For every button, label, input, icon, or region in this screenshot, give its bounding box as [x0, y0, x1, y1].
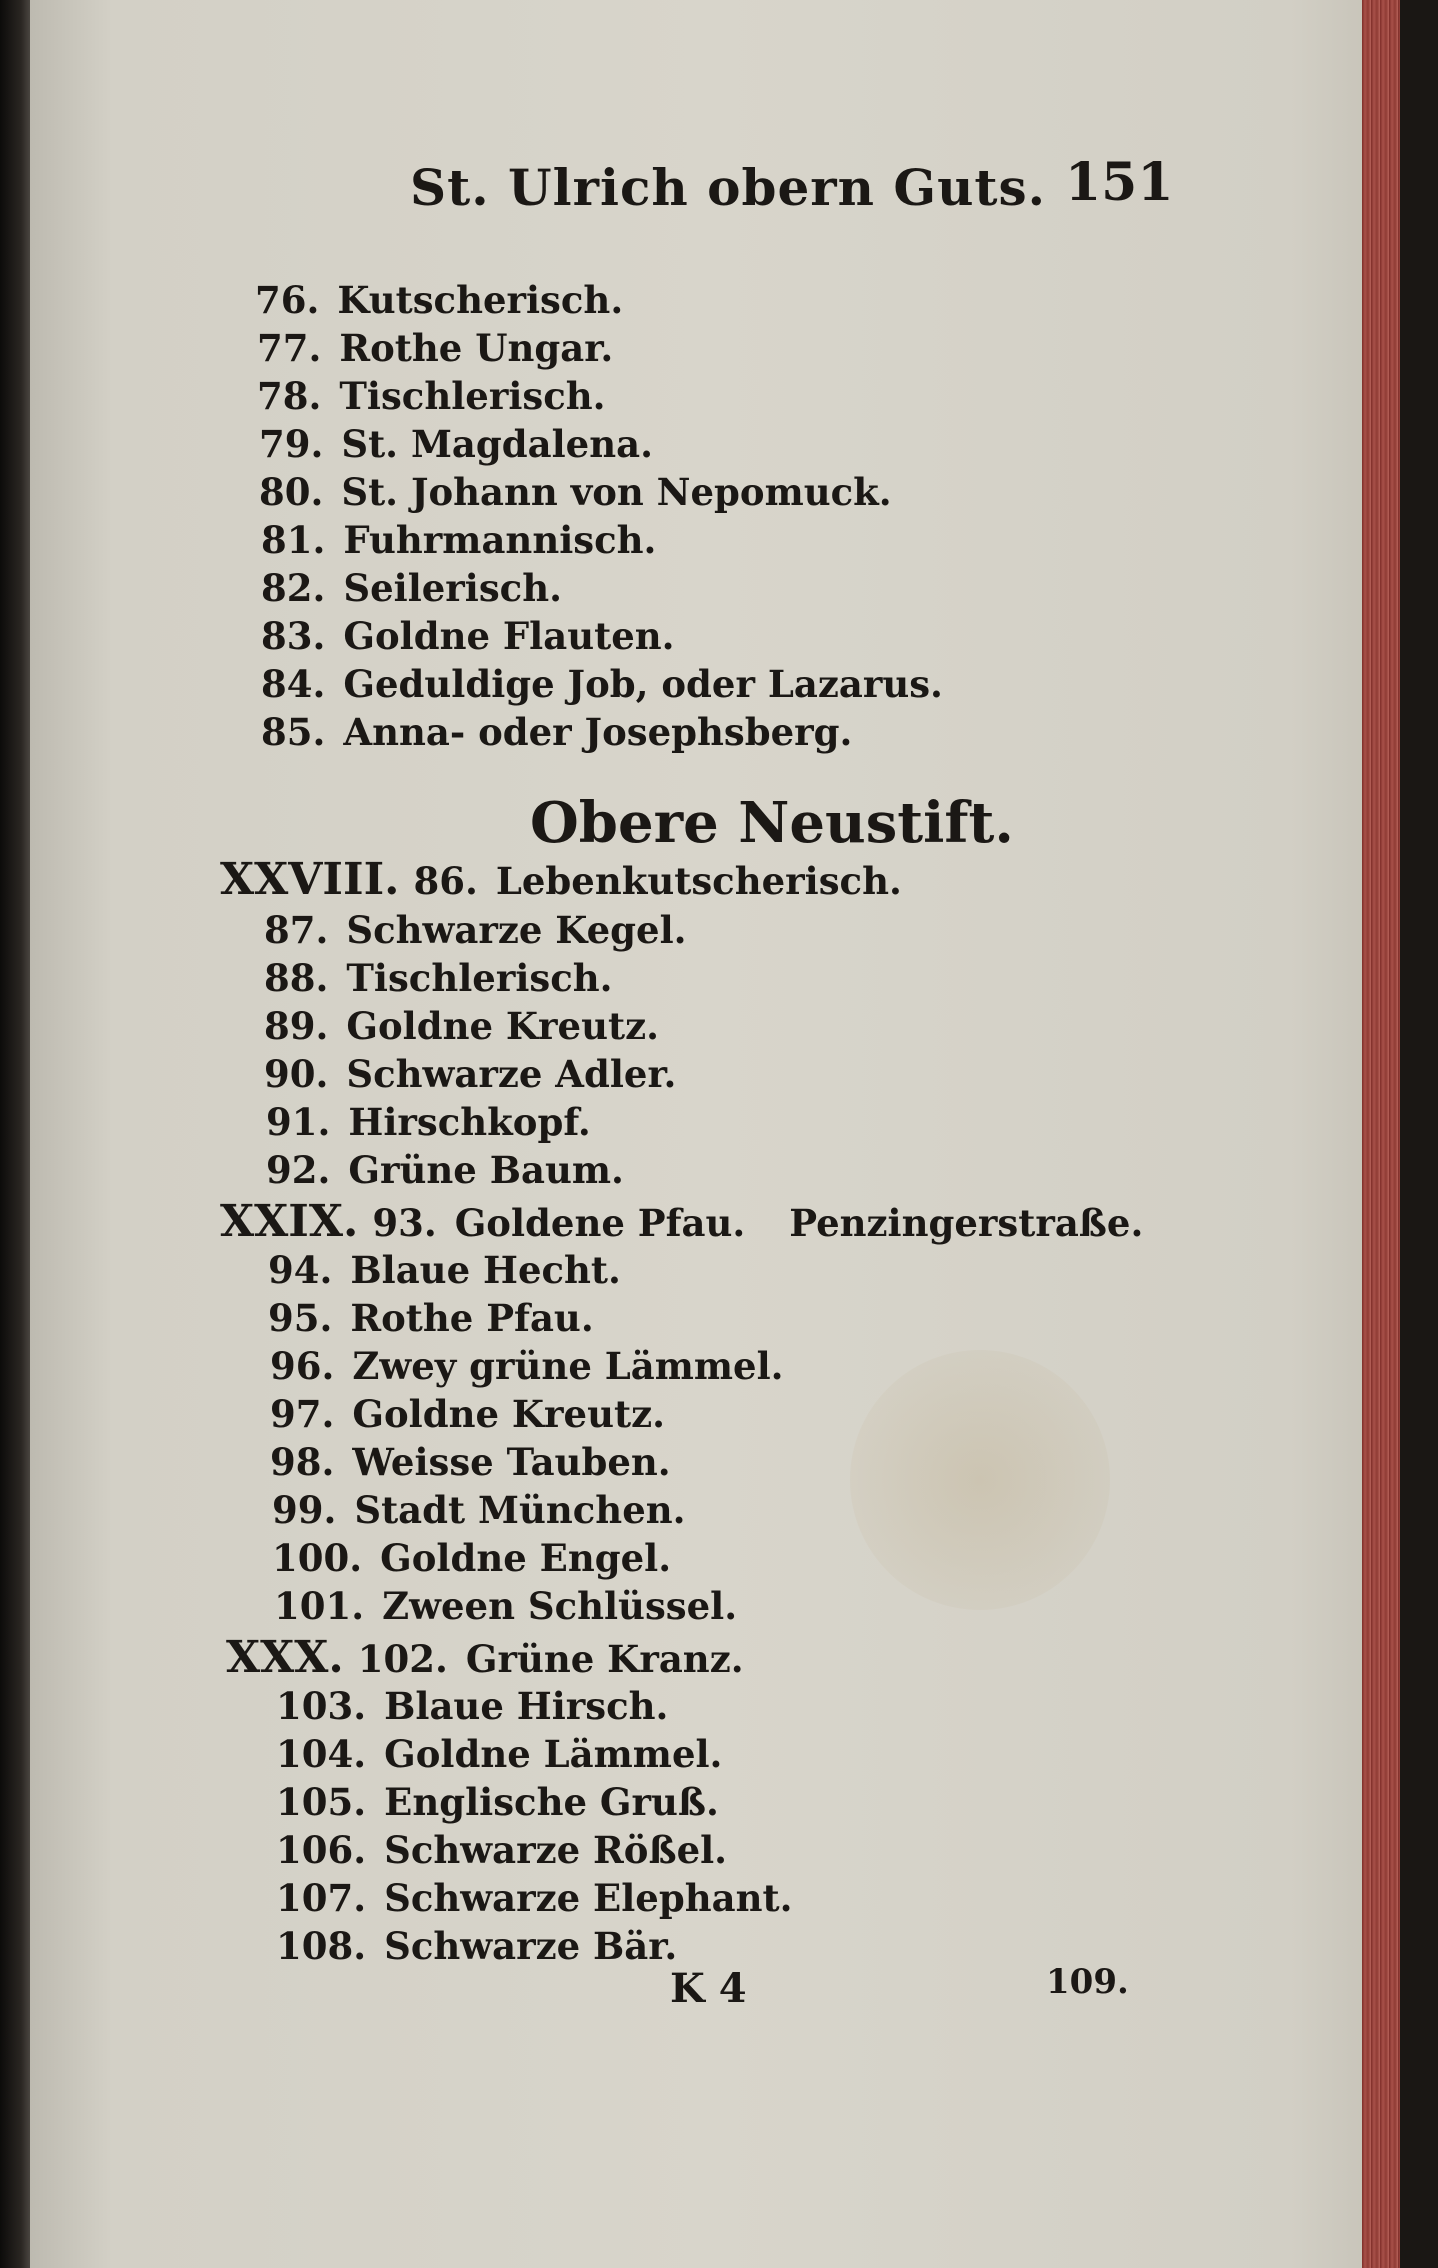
list-item: 82. Seilerisch. — [261, 566, 562, 610]
list-item: 103. Blaue Hirsch. — [276, 1684, 669, 1728]
page-edge — [1362, 0, 1400, 2268]
list-item: 78. Tischlerisch. — [257, 374, 606, 418]
list-item: 76. Kutscherisch. — [255, 278, 624, 322]
list-item: 99. Stadt München. — [272, 1488, 686, 1532]
list-item: 85. Anna- oder Josephsberg. — [261, 710, 853, 754]
street-label: Penzingerstraße. — [789, 1201, 1144, 1245]
list-item: 101. Zween Schlüssel. — [274, 1584, 738, 1628]
list-item: 84. Geduldige Job, oder Lazarus. — [261, 662, 943, 706]
list-item: 100. Goldne Engel. — [272, 1536, 672, 1580]
list-item: 106. Schwarze Rößel. — [276, 1828, 728, 1872]
list-item: 91. Hirschkopf. — [266, 1100, 591, 1144]
list-item: 97. Goldne Kreutz. — [270, 1392, 665, 1436]
list-item: 77. Rothe Ungar. — [257, 326, 614, 370]
list-item: 80. St. Johann von Nepomuck. — [259, 470, 892, 514]
list-item: 105. Englische Gruß. — [276, 1780, 719, 1824]
list-item: 90. Schwarze Adler. — [264, 1052, 677, 1096]
list-item: 92. Grüne Baum. — [266, 1148, 624, 1192]
book-page — [30, 0, 1400, 2268]
list-item: 87. Schwarze Kegel. — [264, 908, 687, 952]
list-item: 81. Fuhrmannisch. — [261, 518, 657, 562]
section-title: Obere Neustift. — [530, 790, 1014, 856]
list-item: 96. Zwey grüne Lämmel. — [270, 1344, 784, 1388]
list-item: 107. Schwarze Elephant. — [276, 1876, 793, 1920]
list-item: 98. Weisse Tauben. — [270, 1440, 671, 1484]
list-item: 94. Blaue Hecht. — [268, 1248, 621, 1292]
signature-mark: K 4 — [670, 1965, 747, 2012]
list-item: XXIX. 93. Goldene Pfau. Penzingerstraße. — [220, 1196, 1144, 1247]
list-item: XXX. 102. Grüne Kranz. — [226, 1632, 744, 1683]
list-item: 104. Goldne Lämmel. — [276, 1732, 723, 1776]
list-item: 79. St. Magdalena. — [259, 422, 653, 466]
list-item: 83. Goldne Flauten. — [261, 614, 675, 658]
page-number: 151 — [1065, 152, 1174, 213]
list-item: 89. Goldne Kreutz. — [264, 1004, 659, 1048]
paper-stain — [850, 1350, 1110, 1610]
list-item: XXVIII. 86. Lebenkutscherisch. — [220, 854, 902, 905]
book-spine — [0, 0, 30, 2268]
list-item: 88. Tischlerisch. — [264, 956, 613, 1000]
catchword: 109. — [1046, 1962, 1129, 2002]
running-head: St. Ulrich obern Guts. — [410, 158, 1047, 217]
list-item: 108. Schwarze Bär. — [276, 1924, 678, 1968]
list-item: 95. Rothe Pfau. — [268, 1296, 594, 1340]
